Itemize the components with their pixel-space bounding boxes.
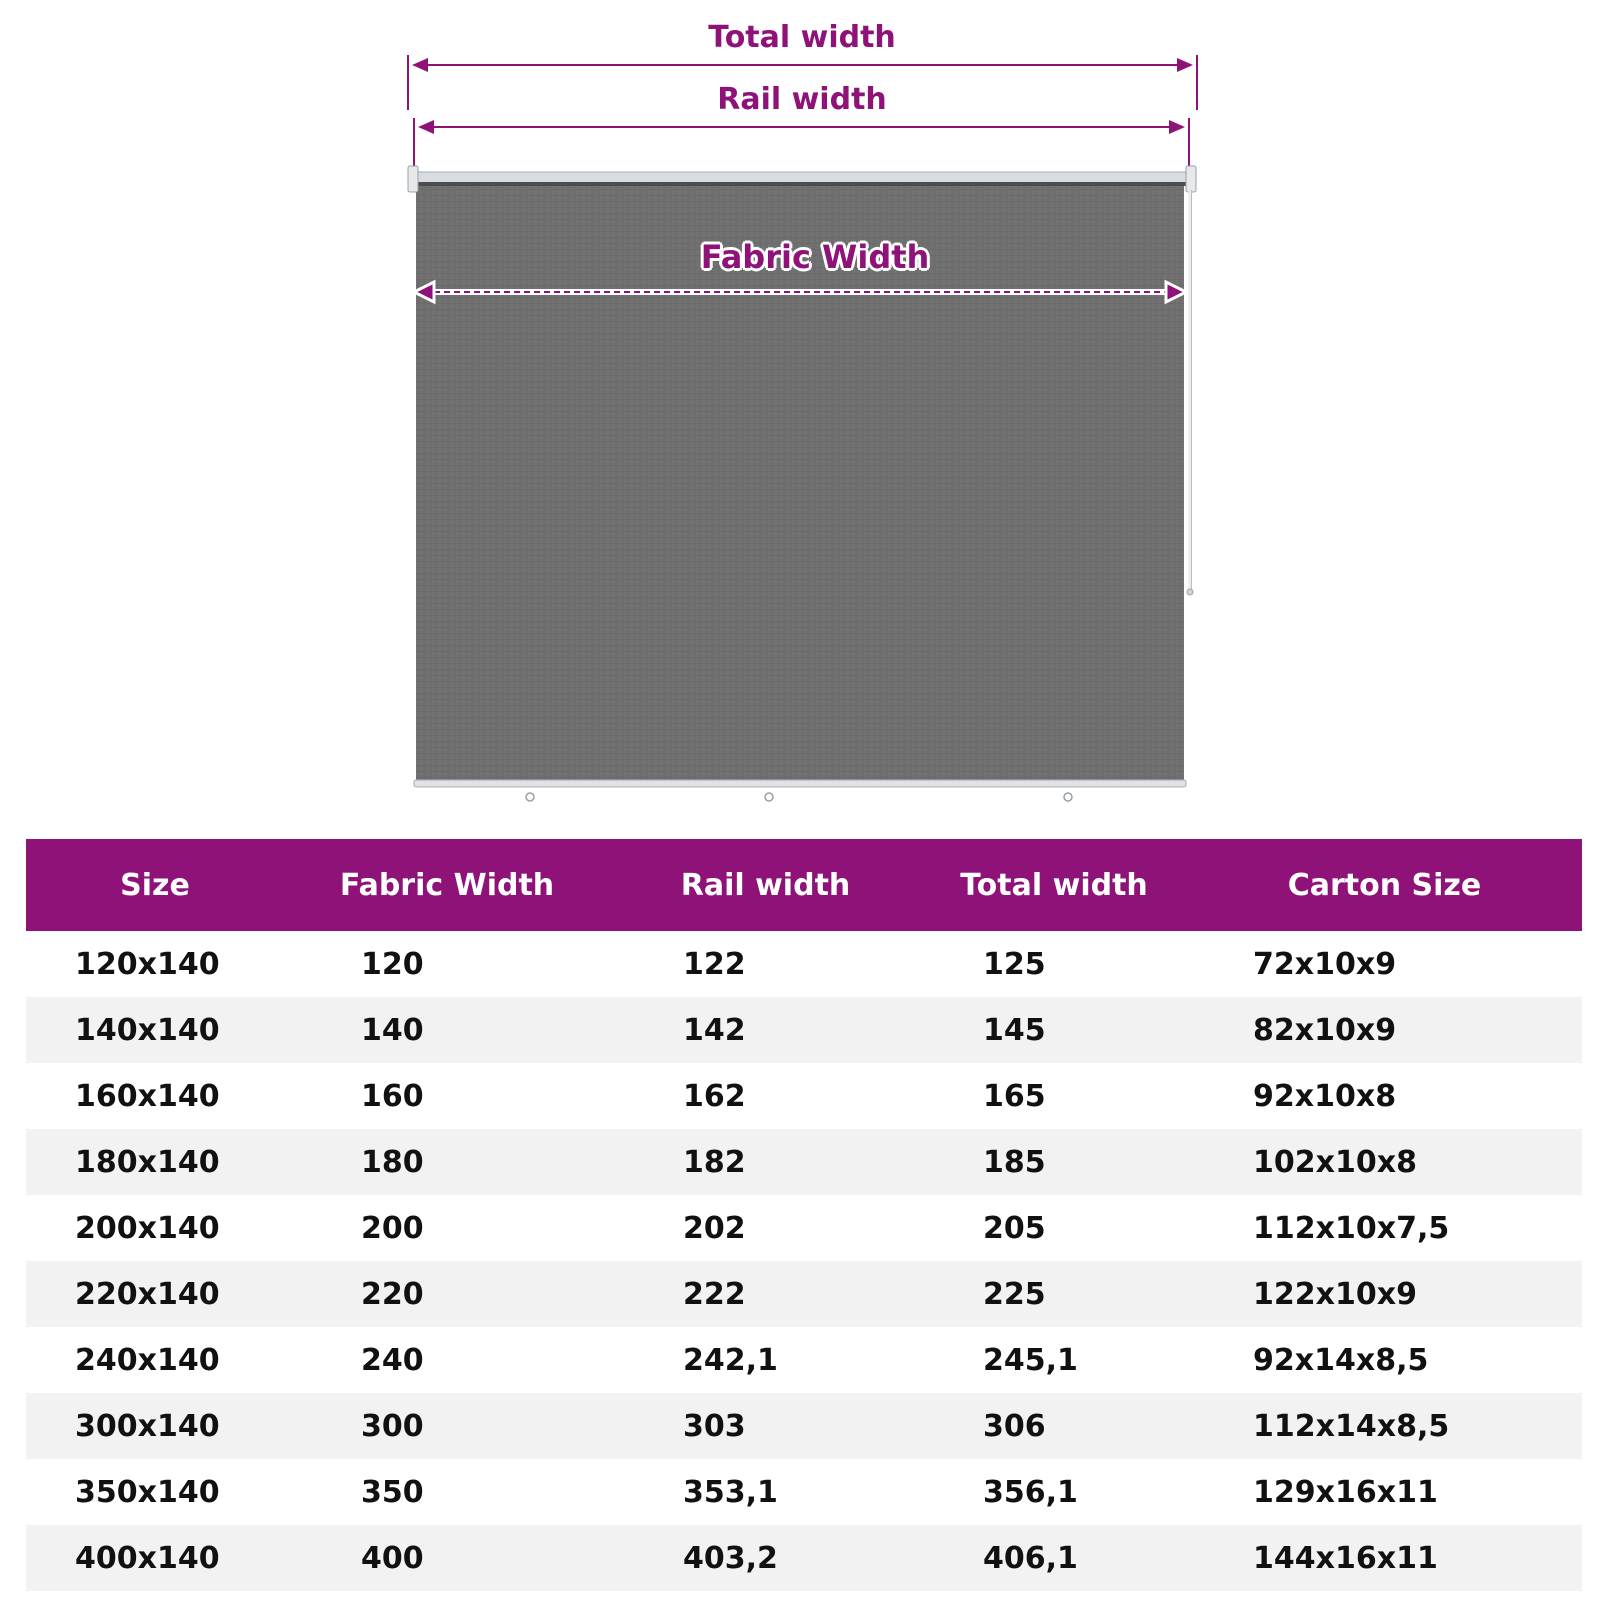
cell-fabric-width: 180: [284, 1129, 610, 1195]
cell-carton-size: 112x10x7,5: [1253, 1210, 1450, 1246]
header-rail-width: Rail width: [610, 839, 921, 931]
total-width-arrowhead-right: [1177, 58, 1193, 72]
cell-rail-width: 202: [683, 1210, 746, 1246]
cell-fabric-width: 120: [361, 946, 424, 982]
rail-width-arrowhead-right: [1169, 120, 1185, 134]
cell-fabric-width: 350: [361, 1474, 424, 1510]
cell-size: 400x140: [26, 1525, 284, 1591]
header-carton-size: Carton Size: [1187, 839, 1582, 931]
cell-carton-size: 82x10x9: [1187, 997, 1582, 1063]
cell-total-width: 406,1: [921, 1525, 1187, 1591]
cell-rail-width: 353,1: [683, 1474, 778, 1510]
total-width-label: Total width: [708, 20, 896, 55]
cell-rail-width: 182: [610, 1129, 921, 1195]
rail-width-dimension: [414, 118, 1189, 168]
cell-size: 200x140: [75, 1210, 220, 1246]
cell-total-width: 185: [921, 1129, 1187, 1195]
cell-rail-width: 242,1: [683, 1342, 778, 1378]
bracket-left: [408, 166, 418, 192]
cell-rail-width: 303: [610, 1393, 921, 1459]
table-row: [26, 1393, 1582, 1459]
cell-fabric-width: 220: [284, 1261, 610, 1327]
cell-rail-width: 403,2: [610, 1525, 921, 1591]
rail-width-arrowhead-left: [418, 120, 434, 134]
cell-size: 350x140: [75, 1474, 220, 1510]
header-fabric-width: Fabric Width: [284, 839, 610, 931]
header-total-width: Total width: [921, 839, 1187, 931]
bottom-bar: [414, 780, 1186, 787]
header-size: Size: [26, 839, 284, 931]
cell-carton-size: 92x10x8: [1253, 1078, 1397, 1114]
cell-rail-width: 142: [610, 997, 921, 1063]
cell-rail-width: 222: [610, 1261, 921, 1327]
cell-total-width: 165: [983, 1078, 1046, 1114]
cell-total-width: 225: [921, 1261, 1187, 1327]
cell-total-width: 205: [983, 1210, 1046, 1246]
table-row: [26, 1459, 1582, 1525]
cell-size: 180x140: [26, 1129, 284, 1195]
cell-rail-width: 162: [683, 1078, 746, 1114]
cell-fabric-width: 240: [361, 1342, 424, 1378]
table-row: [26, 1525, 1582, 1591]
cell-size: 220x140: [26, 1261, 284, 1327]
cell-size: 140x140: [26, 997, 284, 1063]
cell-total-width: 245,1: [983, 1342, 1078, 1378]
cell-fabric-width: 200: [361, 1210, 424, 1246]
cell-rail-width: 122: [683, 946, 746, 982]
cell-carton-size: 144x16x11: [1187, 1525, 1582, 1591]
table-row: [26, 1327, 1582, 1393]
cell-fabric-width: 160: [361, 1078, 424, 1114]
cell-total-width: 125: [983, 946, 1046, 982]
bracket-right: [1186, 166, 1196, 192]
cell-size: 160x140: [75, 1078, 220, 1114]
cell-carton-size: 72x10x9: [1253, 946, 1397, 982]
table-row: [26, 997, 1582, 1063]
bottom-pull-left: [526, 793, 534, 801]
table-row: [26, 1261, 1582, 1327]
cell-size: 120x140: [75, 946, 220, 982]
cell-carton-size: 112x14x8,5: [1187, 1393, 1582, 1459]
cell-fabric-width: 400: [284, 1525, 610, 1591]
size-table: [26, 839, 1582, 1591]
rail-width-label: Rail width: [717, 82, 887, 117]
bottom-pull-center: [765, 793, 773, 801]
pull-cord-end: [1187, 589, 1193, 595]
cell-size: 240x140: [75, 1342, 220, 1378]
fabric-width-label: Fabric Width: [700, 238, 930, 276]
cell-carton-size: 129x16x11: [1253, 1474, 1438, 1510]
cell-fabric-width: 300: [284, 1393, 610, 1459]
table-row: [26, 1063, 1582, 1129]
table-row: [26, 1195, 1582, 1261]
cell-total-width: 306: [921, 1393, 1187, 1459]
cell-total-width: 356,1: [983, 1474, 1078, 1510]
headrail-shadow: [414, 182, 1188, 186]
cell-size: 300x140: [26, 1393, 284, 1459]
table-header-row: [26, 839, 1582, 931]
cell-carton-size: 102x10x8: [1187, 1129, 1582, 1195]
cell-carton-size: 122x10x9: [1187, 1261, 1582, 1327]
total-width-arrowhead-left: [412, 58, 428, 72]
bottom-pull-right: [1064, 793, 1072, 801]
table-row: [26, 931, 1582, 997]
cell-total-width: 145: [921, 997, 1187, 1063]
table-row: [26, 1129, 1582, 1195]
cell-fabric-width: 140: [284, 997, 610, 1063]
cell-carton-size: 92x14x8,5: [1253, 1342, 1429, 1378]
